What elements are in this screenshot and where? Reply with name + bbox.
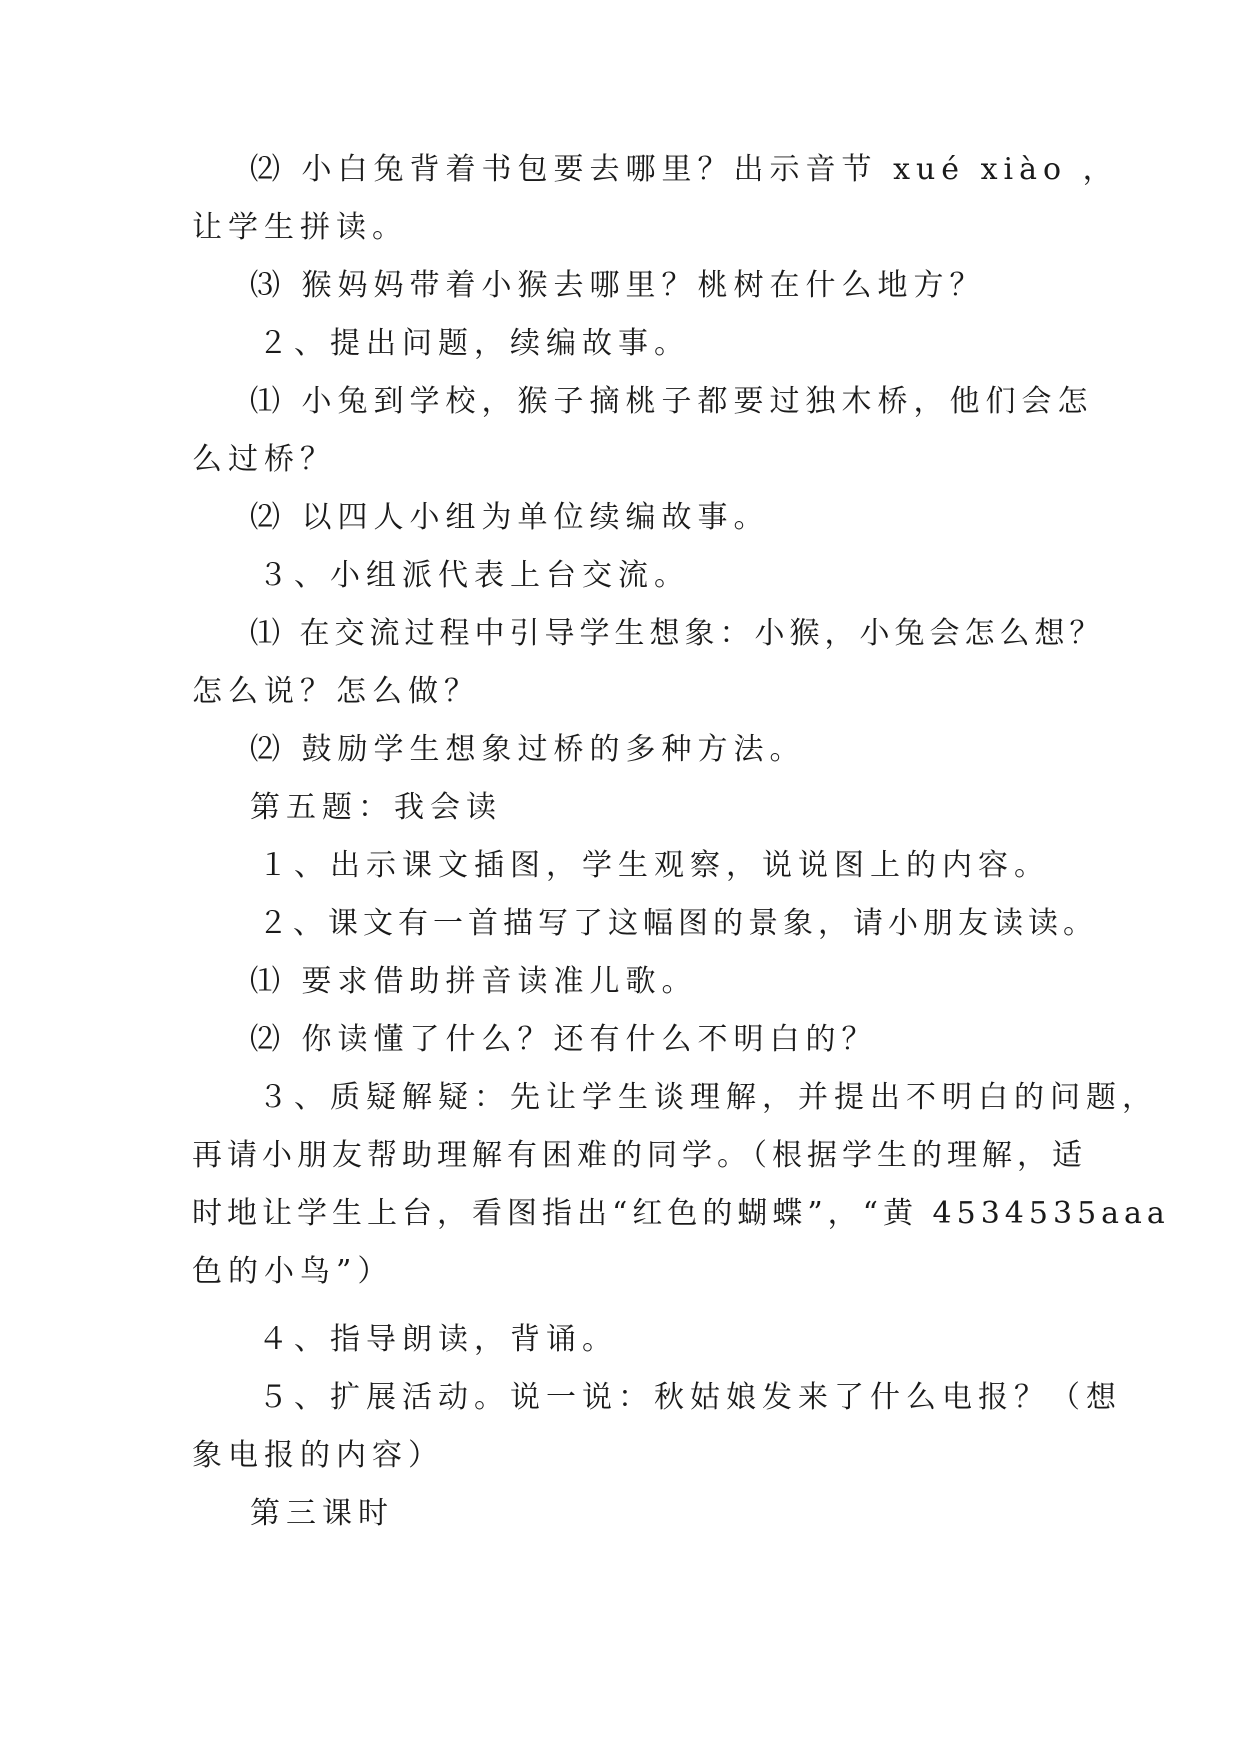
paragraph-line: 象电报的内容） [192, 1438, 444, 1473]
paragraph-line: ⑴ 小兔到学校，猴子摘桃子都要过独木桥，他们会怎 [250, 384, 1094, 419]
paragraph-line: 再请小朋友帮助理解有困难的同学。（根据学生的理解，适 [192, 1138, 1087, 1173]
section-heading: 第三课时 [250, 1496, 394, 1531]
paragraph-line: ⑵ 小白兔背着书包要去哪里？出示音节 xué xiào ， [250, 152, 1119, 187]
paragraph-line: ⑵ 鼓励学生想象过桥的多种方法。 [250, 732, 806, 767]
paragraph-line: ５、扩展活动。说一说：秋姑娘发来了什么电报？（想 [258, 1380, 1122, 1415]
paragraph-line: ⑶ 猴妈妈带着小猴去哪里？桃树在什么地方？ [250, 268, 986, 303]
paragraph-line: 怎么说？怎么做？ [192, 674, 480, 709]
paragraph-line: ３、质疑解疑：先让学生谈理解，并提出不明白的问题， [258, 1080, 1158, 1115]
paragraph-line: ⑵ 你读懂了什么？还有什么不明白的？ [250, 1022, 878, 1057]
paragraph-line: １、出示课文插图，学生观察，说说图上的内容。 [258, 848, 1050, 883]
paragraph-line: ２、提出问题，续编故事。 [258, 326, 690, 361]
paragraph-line: 让学生拼读。 [192, 210, 408, 245]
paragraph-line: ２、课文有一首描写了这幅图的景象，请小朋友读读。 [258, 906, 1098, 941]
paragraph-line: ⑴ 要求借助拼音读准儿歌。 [250, 964, 698, 999]
paragraph-line: 时地让学生上台，看图指出“红色的蝴蝶”，“黄 4534535aaa [192, 1196, 1170, 1231]
paragraph-line: 色的小鸟”） [192, 1254, 394, 1289]
section-heading: 第五题：我会读 [250, 790, 502, 825]
paragraph-line: ⑴ 在交流过程中引导学生想象：小猴，小兔会怎么想？ [250, 616, 1105, 651]
paragraph-line: ⑵ 以四人小组为单位续编故事。 [250, 500, 770, 535]
paragraph-line: 么过桥？ [192, 442, 336, 477]
paragraph-line: ４、指导朗读，背诵。 [258, 1322, 618, 1357]
paragraph-line: ３、小组派代表上台交流。 [258, 558, 690, 593]
